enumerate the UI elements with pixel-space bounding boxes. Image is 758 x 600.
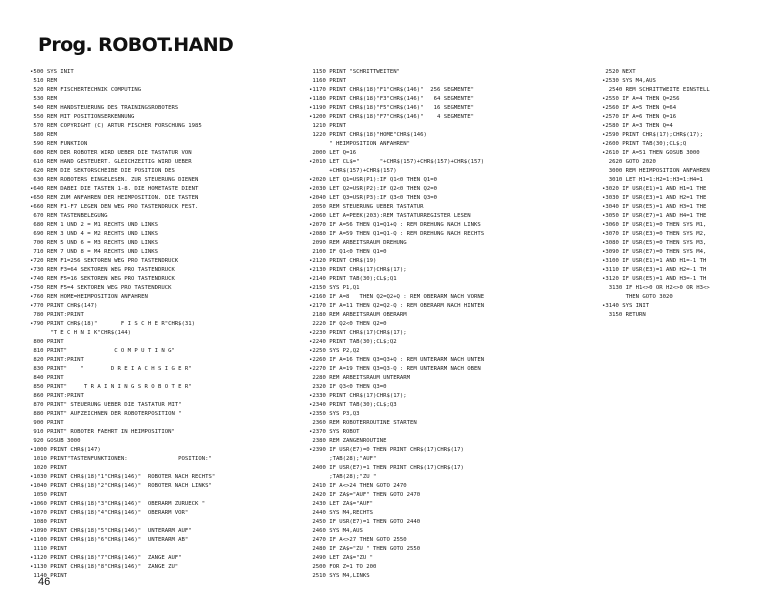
listing-column-1 — [30, 68, 312, 581]
code-line: •2130 PRINT CHR$(17)CHR$(17); — [309, 267, 407, 273]
code-line: •2550 IF A=4 THEN Q=256 — [602, 96, 680, 102]
code-line: •2580 IF A=3 THEN Q=4 — [602, 123, 673, 129]
code-line: 590 REM FUNKTION — [30, 141, 88, 147]
code-line: •1090 PRINT CHR$(18)"5"CHR$(146)" UNTERARM AUF" — [30, 528, 192, 534]
page-number: 46 — [38, 576, 51, 588]
code-line: •3120 IF USR(E5)=1 AND H3=-1 TH — [602, 276, 707, 282]
code-line: 700 REM 5 UND 6 = M3 RECHTS UND LINKS — [30, 240, 158, 246]
code-line: •2160 IF A=8 THEN Q2=Q2+Q : REM OBERARM NACH VORNE — [309, 294, 485, 300]
code-line: 530 REM — [30, 96, 57, 102]
code-line: 710 REM 7 UND 8 = M4 RECHTS UND LINKS — [30, 249, 158, 255]
code-line: •2230 PRINT CHR$(17)CHR$(17); — [309, 330, 407, 336]
code-line: •3050 IF USR(E7)=1 AND H4=1 THE — [602, 213, 707, 219]
code-line: 540 REM HANDSTEUERUNG DES TRAININGSROBOTERS — [30, 105, 179, 111]
code-line: •1180 PRINT CHR$(18)"F3"CHR$(146)" 64 SEGMENTE" — [309, 96, 475, 102]
code-line: 2000 LET Q=16 — [309, 150, 357, 156]
code-line: 1140 PRINT — [30, 573, 68, 579]
code-line: •2390 IF USR(E7)=0 THEN PRINT CHR$(17)CHR$(17) — [309, 447, 464, 453]
listing-column-3 — [602, 68, 758, 320]
code-line: 3150 RETURN — [602, 312, 646, 318]
code-line: 2450 IF USR(E7)=1 THEN GOTO 2440 — [309, 519, 421, 525]
code-line: •3110 IF USR(E3)=1 AND H2=-1 TH — [602, 267, 707, 273]
code-line: 550 REM MIT POSITIONSERKENNUNG — [30, 114, 135, 120]
code-line: •2250 SYS P2,Q2 — [309, 348, 360, 354]
code-line: "T E C H N I K"CHR$(144) — [30, 330, 132, 336]
code-line: 830 PRINT" " D R E I A C H S I G E R" — [30, 366, 192, 372]
code-line: •500 SYS INIT — [30, 69, 74, 75]
code-line: 2500 FOR Z=1 TO 200 — [309, 564, 377, 570]
code-line: 870 PRINT" STEUERUNG UEBER DIE TASTATUR MIT" — [30, 402, 182, 408]
code-line: •740 REM F5=16 SEKTOREN WEG PRO TASTENDRUCK — [30, 276, 175, 282]
code-line: 680 REM 1 UND 2 = M1 RECHTS UND LINKS — [30, 222, 158, 228]
code-line: 2380 REM ZANGENROUTINE — [309, 438, 387, 444]
code-line: 2090 REM ARBEITSRAUM DREHUNG — [309, 240, 407, 246]
code-line: •730 REM F3=64 SEKTOREN WEG PRO TASTENDRUCK — [30, 267, 175, 273]
code-line: •770 PRINT CHR$(147) — [30, 303, 98, 309]
code-line: •1000 PRINT CHR$(147) — [30, 447, 101, 453]
code-line: 880 PRINT" AUFZEICHNEN DER ROBOTERPOSITION " — [30, 411, 182, 417]
code-line: •790 PRINT CHR$(18)" F I S C H E R"CHR$(31) — [30, 321, 196, 327]
code-line: •2530 SYS M4,AUS — [602, 78, 656, 84]
code-line: •2150 SYS P1,Q1 — [309, 285, 360, 291]
code-line: 3130 IF H1<>0 OR H2<>0 OR H3<> — [602, 285, 710, 291]
code-line: •1060 PRINT CHR$(18)"3"CHR$(146)" OBERARM ZURUECK " — [30, 501, 206, 507]
code-line: 2510 SYS M4,LINKS — [309, 573, 370, 579]
code-line: 2400 IF USR(E7)=1 THEN PRINT CHR$(17)CHR$(17) — [309, 465, 464, 471]
code-line: 1210 PRINT — [309, 123, 347, 129]
code-line: 2430 LET ZA$="AUF" — [309, 501, 373, 507]
code-line: 920 GOSUB 3000 — [30, 438, 81, 444]
code-line: •3140 SYS INIT — [602, 303, 650, 309]
code-line: 2460 SYS M4,AUS — [309, 528, 363, 534]
code-line: •2140 PRINT TAB(30);CL$;Q1 — [309, 276, 397, 282]
code-line: •2030 LET Q2=USR(P2):IF Q2<0 THEN Q2=0 — [309, 186, 437, 192]
code-line: •2120 PRINT CHR$(19) — [309, 258, 377, 264]
code-line: 630 REM ROBOTERS EINGELESEN. ZUR STEUERUNG DIENEN — [30, 177, 199, 183]
code-line: 2220 IF Q2<0 THEN Q2=0 — [309, 321, 387, 327]
code-line: 2470 IF A<>27 THEN GOTO 2550 — [309, 537, 407, 543]
code-line: •2270 IF A=19 THEN Q3=Q3-Q : REM UNTERARM NACH OBEN — [309, 366, 481, 372]
code-line: 580 REM — [30, 132, 57, 138]
code-line: 1020 PRINT — [30, 465, 68, 471]
code-line: 2280 REM ARBEITSRAUM UNTERARM — [309, 375, 411, 381]
code-line: 2420 IF ZA$="AUF" THEN GOTO 2470 — [309, 492, 421, 498]
code-line: •2610 IF A=51 THEN GOSUB 3000 — [602, 150, 700, 156]
code-line: 1150 PRINT "SCHRITTWEITEN" — [309, 69, 400, 75]
code-line: 610 REM HAND GESTEUERT. GLEICHZEITIG WIRD UEBER — [30, 159, 192, 165]
code-line: " HEIMPOSITION ANFAHREN" — [309, 141, 411, 147]
code-line: •660 REM F1-F7 LEGEN DEN WEG PRO TASTENDRUCK FEST. — [30, 204, 199, 210]
code-line: •650 REM ZUM ANFAHREN DER HEIMPOSITION. DIE TASTEN — [30, 195, 199, 201]
code-line: •1100 PRINT CHR$(18)"6"CHR$(146)" UNTERARM AB" — [30, 537, 189, 543]
code-line: •760 REM HOME=HEIMPOSITION ANFAHREN — [30, 294, 148, 300]
code-line: 520 REM FISCHERTECHNIK COMPUTING — [30, 87, 142, 93]
code-line: 840 PRINT — [30, 375, 64, 381]
code-line: •1120 PRINT CHR$(18)"7"CHR$(146)" ZANGE AUF" — [30, 555, 182, 561]
code-line: •3040 IF USR(E5)=1 AND H3=1 THE — [602, 204, 707, 210]
code-line: 820 PRINT:PRINT — [30, 357, 84, 363]
code-line: 2490 LET ZA$="ZU " — [309, 555, 373, 561]
code-line: 570 REM COPYRIGHT (C) ARTUR FISCHER FORSCHUNG 1985 — [30, 123, 202, 129]
code-line: •2260 IF A=16 THEN Q3=Q3+Q : REM UNTERARM NACH UNTEN — [309, 357, 485, 363]
code-line: •1030 PRINT CHR$(18)"1"CHR$(146)" ROBOTER NACH RECHTS" — [30, 474, 216, 480]
code-line: •1070 PRINT CHR$(18)"4"CHR$(146)" OBERARM VOR" — [30, 510, 189, 516]
code-line: 900 PRINT — [30, 420, 64, 426]
code-line: 800 PRINT — [30, 339, 64, 345]
code-line: •3080 IF USR(E5)=0 THEN SYS M3, — [602, 240, 707, 246]
code-line: •2570 IF A=6 THEN Q=16 — [602, 114, 677, 120]
code-line: •2340 PRINT TAB(30);CL$;Q3 — [309, 402, 397, 408]
code-line: •1040 PRINT CHR$(18)"2"CHR$(146)" ROBOTER NACH LINKS" — [30, 483, 212, 489]
code-line: 2480 IF ZA$="ZU " THEN GOTO 2550 — [309, 546, 421, 552]
code-line: •1170 PRINT CHR$(18)"F1"CHR$(146)" 256 SEGMENTE" — [309, 87, 475, 93]
code-line: •2070 IF A=56 THEN Q1=Q1+Q : REM DREHUNG NACH LINKS — [309, 222, 481, 228]
code-line: 2540 REM SCHRITTWEITE EINSTELL — [602, 87, 710, 93]
code-line: 2410 IF A<>24 THEN GOTO 2470 — [309, 483, 407, 489]
code-line: •2330 PRINT CHR$(17)CHR$(17); — [309, 393, 407, 399]
code-line: 2360 REM ROBOTERROUTINE STARTEN — [309, 420, 417, 426]
code-line: •2350 SYS P3,Q3 — [309, 411, 360, 417]
code-line: 810 PRINT" C O M P U T I N G" — [30, 348, 175, 354]
code-line: •2040 LET Q3=USR(P3):IF Q3<0 THEN Q3=0 — [309, 195, 437, 201]
code-line: •3060 IF USR(E1)=0 THEN SYS M1, — [602, 222, 707, 228]
code-line: •2600 PRINT TAB(30);CL$;Q — [602, 141, 687, 147]
code-line: ;TAB(28);"ZU " — [309, 474, 377, 480]
code-line: •2590 PRINT CHR$(17);CHR$(17); — [602, 132, 704, 138]
code-line: •2020 LET Q1=USR(P1):IF Q1<0 THEN Q1=0 — [309, 177, 437, 183]
code-line: •2060 LET A=PEEK(203):REM TASTATURREGISTER LESEN — [309, 213, 471, 219]
code-line: 3000 REM HEIMPOSITION ANFAHREN — [602, 168, 710, 174]
code-line: 1160 PRINT — [309, 78, 347, 84]
code-line: 3010 LET H1=1:H2=1:H3=1:H4=1 — [602, 177, 704, 183]
code-line: 2050 REM STEUERUNG UEBER TASTATUR — [309, 204, 424, 210]
code-line: •2240 PRINT TAB(30);CL$;Q2 — [309, 339, 397, 345]
code-line: •3030 IF USR(E3)=1 AND H2=1 THE — [602, 195, 707, 201]
code-line: •2560 IF A=5 THEN Q=64 — [602, 105, 677, 111]
code-line: 510 REM — [30, 78, 57, 84]
code-line: 910 PRINT" ROBOTER FAEHRT IN HEIMPOSITION" — [30, 429, 175, 435]
code-line: •3020 IF USR(E1)=1 AND H1=1 THE — [602, 186, 707, 192]
code-line: •3100 IF USR(E1)=1 AND H1=-1 TH — [602, 258, 707, 264]
code-line: 2620 GOTO 2020 — [602, 159, 656, 165]
code-line: 1050 PRINT — [30, 492, 68, 498]
code-line: 2440 SYS M4,RECHTS — [309, 510, 373, 516]
code-line: 600 REM DER ROBOTER WIRD UEBER DIE TASTATUR VON — [30, 150, 192, 156]
code-line: 1110 PRINT — [30, 546, 68, 552]
code-line: 2520 NEXT — [602, 69, 636, 75]
code-line: •720 REM F1=256 SEKTOREN WEG PRO TASTENDRUCK — [30, 258, 179, 264]
code-line: ;TAB(28);"AUF" — [309, 456, 377, 462]
code-line: 780 PRINT:PRINT — [30, 312, 84, 318]
code-line: •750 REM F5=4 SEKTOREN WEG PRO TASTENDRUCK — [30, 285, 172, 291]
listing-column-2 — [309, 68, 603, 581]
code-line: 620 REM DIE SEKTORSCHEIBE DIE POSITION DES — [30, 168, 175, 174]
code-line: 690 REM 3 UND 4 = M2 RECHTS UND LINKS — [30, 231, 158, 237]
code-line: •3090 IF USR(E7)=0 THEN SYS M4, — [602, 249, 707, 255]
code-line: 850 PRINT" T R A I N I N G S R O B O T E R" — [30, 384, 192, 390]
code-line: •2170 IF A=11 THEN Q2=Q2-Q : REM OBERARM NACH HINTEN — [309, 303, 485, 309]
code-line: •2010 LET CL$=" "+CHR$(157)+CHR$(157)+CHR$(157) — [309, 159, 485, 165]
code-line: 1080 PRINT — [30, 519, 68, 525]
code-line: •2080 IF A=59 THEN Q1=Q1-Q : REM DREHUNG NACH RECHTS — [309, 231, 485, 237]
code-line: 2320 IF Q3<0 THEN Q3=0 — [309, 384, 387, 390]
code-line: +CHR$(157)+CHR$(157) — [309, 168, 397, 174]
code-line: 1010 PRINT"TASTENFUNKTIONEN: POSITION:" — [30, 456, 212, 462]
code-line: 1220 PRINT CHR$(18)"HOME"CHR$(146) — [309, 132, 427, 138]
code-line: 2180 REM ARBEITSRAUM OBERARM — [309, 312, 407, 318]
code-line: 2100 IF Q1<0 THEN Q1=0 — [309, 249, 387, 255]
page-title: Prog. ROBOT.HAND — [38, 34, 234, 56]
code-line: •640 REM DABEI DIE TASTEN 1-8. DIE HOMETASTE DIENT — [30, 186, 199, 192]
code-line: 860 PRINT:PRINT — [30, 393, 84, 399]
code-line: •1200 PRINT CHR$(18)"F7"CHR$(146)" 4 SEGMENTE" — [309, 114, 475, 120]
code-line: •1130 PRINT CHR$(18)"8"CHR$(146)" ZANGE ZU" — [30, 564, 179, 570]
code-line: THEN GOTO 3020 — [602, 294, 673, 300]
code-line: 670 REM TASTENBELEGUNG — [30, 213, 108, 219]
code-line: •3070 IF USR(E3)=0 THEN SYS M2, — [602, 231, 707, 237]
code-line: •2370 SYS ROBOT — [309, 429, 360, 435]
code-line: •1190 PRINT CHR$(18)"F5"CHR$(146)" 16 SEGMENTE" — [309, 105, 475, 111]
